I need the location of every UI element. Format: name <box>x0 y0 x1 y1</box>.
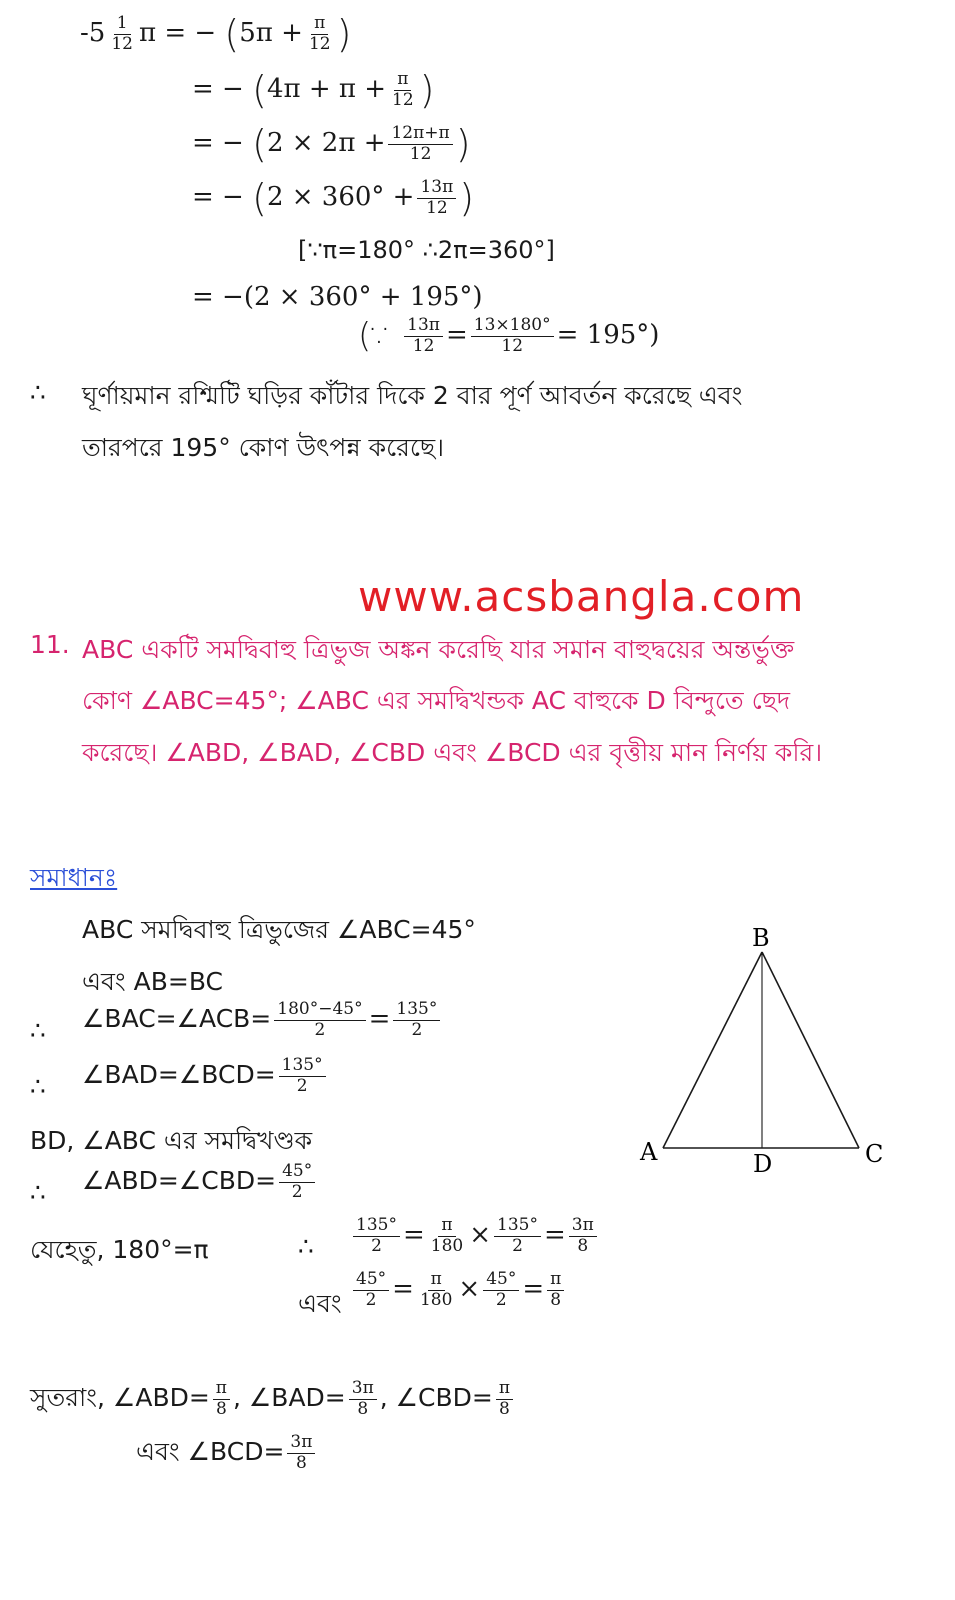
equals: = <box>392 1274 414 1305</box>
side-bc <box>762 952 859 1148</box>
calc-line-3-body: 2 × 2π + <box>266 128 386 158</box>
s8-fraction-b: $\frac{\pi}{180}$ <box>419 1269 453 1310</box>
calc-line-3-prefix: = − <box>192 128 244 158</box>
calc-line-2-fraction: $\frac{\pi}{12}$ <box>392 68 414 110</box>
solution-line-3-equals: = <box>368 1004 391 1035</box>
therefore-symbol: ∴ <box>30 1178 46 1207</box>
watermark: www.acsbangla.com <box>358 572 805 621</box>
equals: = <box>543 1220 566 1251</box>
final-abd-fraction: $\frac{\pi}{8}$ <box>213 1379 230 1419</box>
calc-line-3-fraction: $\frac{12\pi+\pi}{12}$ <box>388 124 452 164</box>
final-line-1 <box>30 1378 516 1421</box>
therefore-symbol: ∴ <box>30 1072 46 1101</box>
solution-line-8-prefix: এবং <box>298 1289 342 1318</box>
final-bcd-fraction: $\frac{3\pi}{8}$ <box>287 1433 315 1473</box>
question-number: 11. <box>30 630 70 659</box>
s8-fraction-a: $\frac{45^\circ}{2}$ <box>353 1270 389 1310</box>
final-abd-label: সুতরাং, ∠ABD= <box>30 1383 210 1412</box>
solution-line-6-lhs: ∠ABD=∠CBD= <box>82 1166 277 1196</box>
equals: = <box>402 1220 425 1251</box>
times: × <box>458 1274 481 1305</box>
calc-line-4: = − (2 × 360° + $\frac{13\pi}{12}$ ) <box>192 176 475 220</box>
solution-line-2: এবং AB=BC <box>82 967 224 996</box>
calc-line-1-lhs-tail: π = − <box>138 18 217 48</box>
solution-line-7 <box>350 1216 600 1256</box>
calc-line-1: -5 $\frac{1}{12}$ π = − (5π + $\frac{\pi}{12}$ ) <box>80 12 352 56</box>
solution-line-3 <box>82 1000 443 1040</box>
solution-line-3-lhs: ∠BAC=∠ACB= <box>82 1004 272 1034</box>
calc-line-5: = −(2 × 360° + 195°) <box>192 282 483 312</box>
calc-line-6-fraction-1: $\frac{13\pi}{12}$ <box>404 316 443 356</box>
s8-fraction-d: $\frac{\pi}{8}$ <box>547 1270 564 1310</box>
final-bcd-label: এবং ∠BCD= <box>136 1437 285 1466</box>
solution-line-6 <box>82 1162 318 1202</box>
solution-line-5: BD, ∠ABC এর সমদ্বিখণ্ডক <box>30 1126 313 1155</box>
calc-line-3: = − (2 × 2π + $\frac{12\pi+\pi}{12}$ ) <box>192 122 471 166</box>
s7-fraction-d: $\frac{3\pi}{8}$ <box>569 1216 597 1256</box>
solution-line-4 <box>82 1056 329 1096</box>
final-cbd-label: , ∠CBD= <box>379 1383 493 1412</box>
final-line-2 <box>136 1432 318 1475</box>
calc-line-6-tail: = 195°) <box>556 320 660 351</box>
side-ab <box>663 952 762 1148</box>
vertex-label-c: C <box>865 1140 884 1168</box>
point-label-d: D <box>753 1150 773 1178</box>
calc-line-4-prefix: = − <box>192 182 244 212</box>
calc-line-6-fraction-2: $\frac{13\times 180^\circ}{12}$ <box>471 316 554 356</box>
therefore-symbol: ∴ <box>298 1232 314 1261</box>
therefore-symbol: ∴ <box>30 1016 46 1045</box>
times: × <box>469 1220 491 1251</box>
solution-heading: সমাধানঃ <box>30 863 118 892</box>
calc-line-6-equals: = <box>445 320 468 351</box>
triangle-figure <box>630 920 900 1180</box>
conclusion-line-1: ঘূর্ণায়মান রশ্মিটি ঘড়ির কাঁটার দিকে 2 বার পূর্ণ আবর্তন করেছে এবং <box>82 381 743 410</box>
mixed-number-int: -5 <box>80 18 106 48</box>
solution-line-6-fraction: $\frac{45^\circ}{2}$ <box>279 1162 315 1202</box>
calc-line-4-body: 2 × 360° + <box>266 182 415 212</box>
final-cbd-fraction: $\frac{\pi}{8}$ <box>496 1379 513 1419</box>
s7-fraction-a: $\frac{135^\circ}{2}$ <box>353 1216 400 1256</box>
calc-line-2-prefix: = − <box>192 74 244 104</box>
solution-line-3-fraction-2: $\frac{135^\circ}{2}$ <box>393 1000 440 1040</box>
final-bad-label: , ∠BAD= <box>232 1383 346 1412</box>
solution-line-1: ABC সমদ্বিবাহু ত্রিভুজের ∠ABC=45° <box>82 915 476 944</box>
final-bad-fraction: $\frac{3\pi}{8}$ <box>349 1379 377 1419</box>
s8-fraction-c: $\frac{45^\circ}{2}$ <box>483 1270 519 1310</box>
question-line-1: ABC একটি সমদ্বিবাহু ত্রিভুজ অঙ্কন করেছি যার সমান বাহুদ্বয়ের অন্তর্ভুক্ত <box>82 635 795 664</box>
calc-line-6-open: (∵ <box>358 316 393 357</box>
calc-line-1-body: 5π + <box>239 18 303 48</box>
solution-line-4-lhs: ∠BAD=∠BCD= <box>82 1060 276 1090</box>
conclusion-line-2: তারপরে 195° কোণ উৎপন্ন করেছে। <box>82 433 445 462</box>
vertex-label-b: B <box>752 924 770 952</box>
solution-line-7-lhs: যেহেতু, 180°=π <box>30 1235 209 1264</box>
calc-line-6 <box>358 316 659 356</box>
conclusion-therefore: ∴ <box>30 378 46 407</box>
vertex-label-a: A <box>640 1138 658 1166</box>
s7-fraction-b: $\frac{\pi}{180}$ <box>430 1215 464 1256</box>
solution-line-8 <box>350 1270 567 1310</box>
calc-line-4-fraction: $\frac{13\pi}{12}$ <box>417 178 456 218</box>
question-line-2: কোণ ∠ABC=45°; ∠ABC এর সমদ্বিখন্ডক AC বাহুকে D বিন্দুতে ছেদ <box>82 686 790 715</box>
solution-line-3-fraction-1: $\frac{180^\circ-45^\circ}{2}$ <box>274 1000 365 1040</box>
calc-line-2: = − (4π + π + $\frac{\pi}{12}$ ) <box>192 68 435 112</box>
solution-line-4-fraction: $\frac{135^\circ}{2}$ <box>279 1056 326 1096</box>
mixed-fraction: $\frac{1}{12}$ <box>111 12 133 54</box>
question-line-3: করেছে। ∠ABD, ∠BAD, ∠CBD এবং ∠BCD এর বৃত্তীয় মান নির্ণয় করি। <box>82 738 823 767</box>
s7-fraction-c: $\frac{135^\circ}{2}$ <box>494 1216 541 1256</box>
equals: = <box>522 1274 545 1305</box>
calc-note-bracket: [∵π=180° ∴2π=360°] <box>298 236 555 264</box>
calc-line-2-body: 4π + π + <box>266 74 387 104</box>
calc-line-1-fraction: $\frac{\pi}{12}$ <box>308 12 331 54</box>
